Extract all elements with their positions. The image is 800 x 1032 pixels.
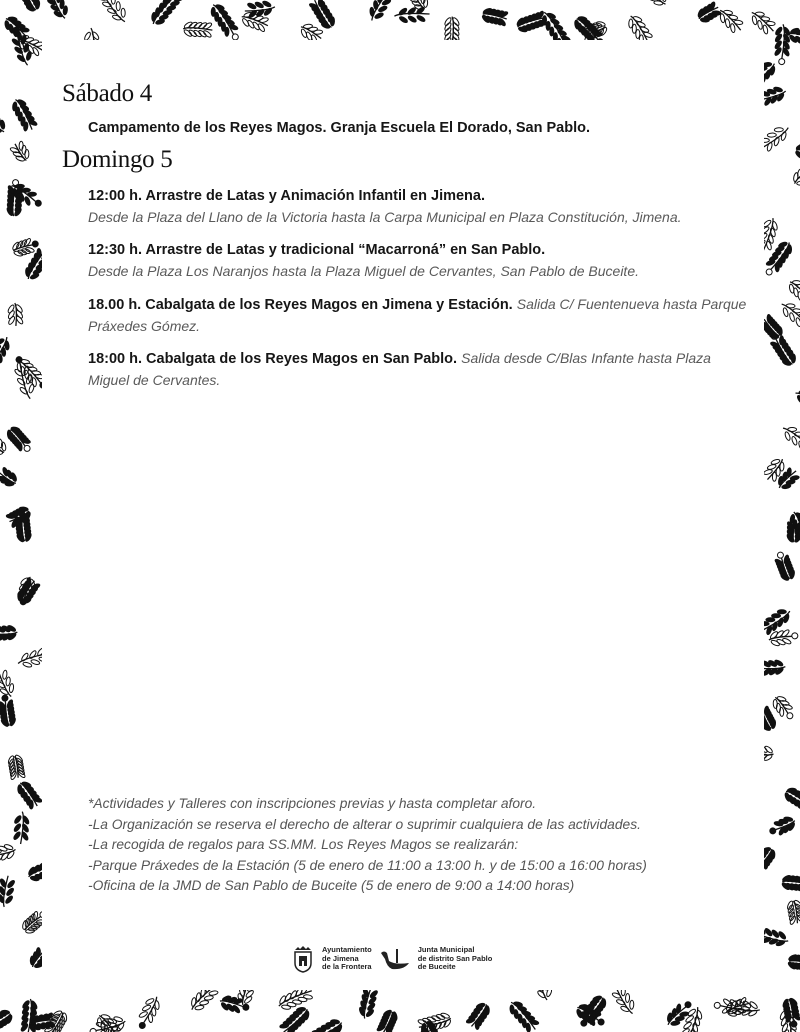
sprig-ornament: [45, 0, 73, 22]
sprig-ornament: [305, 1015, 346, 1032]
ayuntamiento-logo-text: [322, 946, 372, 972]
sprig-ornament: [0, 666, 19, 700]
footnotes: [88, 794, 647, 897]
sprig-ornament: [778, 421, 800, 457]
sprig-ornament: [0, 624, 18, 643]
sprig-ornament: [365, 0, 397, 24]
sprig-ornament: [0, 875, 16, 908]
sprig-ornament: [147, 0, 190, 29]
sprig-ornament: [14, 778, 44, 811]
boat-icon: [380, 947, 410, 971]
sprig-ornament: [746, 6, 778, 37]
junta-logo-text: [418, 946, 493, 972]
footnote: -Oficina de la JMD de San Pablo de Buceite (5 de enero de 9:00 a 14:00 horas): [88, 878, 575, 893]
sprig-ornament: [8, 139, 33, 165]
sprig-ornament: [375, 1007, 400, 1032]
sprig-ornament: [777, 298, 800, 331]
event-title: Campamento de los Reyes Magos. Granja Escuela El Dorado, San Pablo.: [88, 120, 591, 136]
sprig-ornament: [642, 0, 671, 10]
event-item: [88, 118, 748, 139]
sprig-ornament: [480, 6, 509, 27]
event-item: [88, 294, 748, 338]
sprig-ornament: [17, 0, 44, 15]
sprig-ornament: [0, 465, 20, 490]
sprig-ornament: [0, 1006, 16, 1032]
sprig-ornament: [781, 874, 800, 893]
sprig-ornament: [781, 784, 800, 815]
sprig-ornament: [793, 385, 800, 415]
sprig-ornament: [3, 423, 35, 456]
event-item: [88, 348, 748, 392]
sprig-ornament: [773, 24, 791, 65]
sprig-ornament: [0, 841, 18, 865]
sprig-ornament: [694, 0, 722, 26]
sprig-ornament: [6, 753, 26, 781]
logo-line: de Buceite: [417, 962, 456, 972]
sponsor-logos: [292, 945, 492, 973]
sprig-ornament: [789, 156, 800, 190]
sprig-ornament: [772, 549, 798, 583]
sprig-ornament: [767, 813, 799, 839]
sprig-ornament: [0, 694, 18, 728]
sprig-ornament: [94, 0, 132, 27]
sprig-ornament: [206, 0, 243, 44]
event-detail: Desde la Plaza Los Naranjos hasta la Plaza Miguel de Cervantes, San Pablo de Buceite.: [88, 263, 639, 279]
event-detail: Salida C/ Fuentenueva hasta Parque Práxedes Gómez.: [88, 296, 747, 334]
footnote: *Actividades y Talleres con inscripciones previas y hasta completar aforo.: [88, 796, 537, 811]
sprig-ornament: [8, 96, 39, 134]
sprig-ornament: [183, 21, 213, 39]
sprig-ornament: [773, 465, 800, 494]
sprig-ornament: [0, 109, 10, 138]
sprig-ornament: [714, 4, 746, 36]
event-item: [88, 240, 748, 282]
sprig-ornament: [7, 303, 24, 327]
sprig-ornament: [505, 997, 542, 1032]
event-title: 18.00 h. Cabalgata de los Reyes Magos en Jimena y Estación.: [88, 297, 513, 313]
sprig-ornament: [12, 811, 30, 844]
event-title: 12:30 h. Arrastre de Latas y tradicional “Macarroná” en San Pablo.: [88, 242, 546, 258]
logo-line: de distrito San Pablo: [417, 953, 493, 963]
logo-line: Ayuntamiento: [322, 945, 372, 955]
event-detail: Desde la Plaza del Llano de la Victoria hasta la Carpa Municipal en Plaza Constitución, Jimena.: [88, 209, 682, 225]
sprig-ornament: [278, 1003, 313, 1032]
content-panel: [42, 40, 764, 990]
footnote: -La recogida de regalos para SS.MM. Los Reyes Magos se realizarán:: [88, 837, 519, 852]
sprig-ornament: [0, 333, 14, 372]
sprig-ornament: [134, 993, 164, 1032]
coat-of-arms-icon: [292, 945, 314, 973]
logo-line: de la Frontera: [322, 962, 372, 972]
footnote: -La Organización se reserva el derecho de alterar o suprimir cualquiera de las actividades.: [88, 816, 641, 832]
sprig-ornament: [464, 999, 493, 1031]
logo-line: Junta Municipal: [417, 945, 475, 955]
sprig-ornament: [244, 0, 276, 19]
event-detail: Salida desde C/Blas Infante hasta Plaza Miguel de Cervantes.: [88, 350, 711, 388]
day-heading-saturday: Sábado 4: [62, 80, 152, 107]
sprig-ornament: [794, 142, 800, 162]
event-title: 12:00 h. Arrastre de Latas y Animación Infantil en Jimena.: [88, 188, 486, 204]
event-title: 18:00 h. Cabalgata de los Reyes Magos en San Pablo.: [88, 351, 458, 367]
sprig-ornament: [785, 276, 800, 307]
event-item: [88, 186, 748, 228]
sprig-ornament: [787, 26, 800, 47]
sprig-ornament: [787, 953, 800, 972]
footnote: -Parque Práxedes de la Estación (5 de enero de 11:00 a 13:00 h. y de 15:00 a 16:00 horas): [88, 857, 647, 873]
sprig-ornament: [14, 576, 42, 607]
sprig-ornament: [785, 898, 800, 925]
logo-line: de Jimena: [322, 953, 359, 963]
day-heading-sunday: Domingo 5: [62, 146, 173, 173]
